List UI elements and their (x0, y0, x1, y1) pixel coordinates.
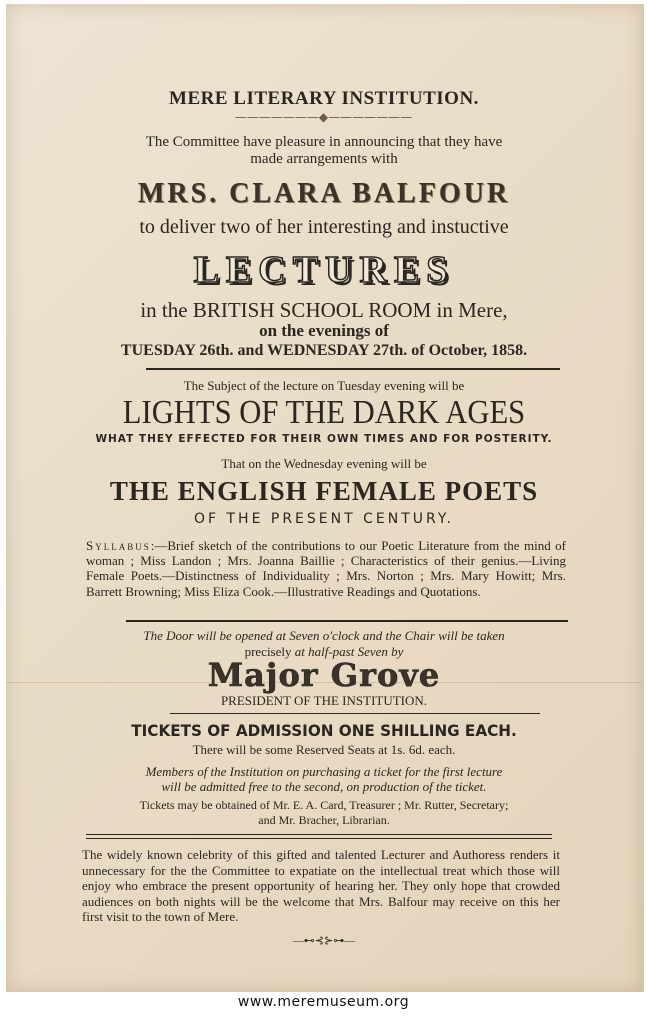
lecture2-title: THE ENGLISH FEMALE POETS (109, 476, 539, 506)
dates-line: TUESDAY 26th. and WEDNESDAY 27th. of October, 1858. (120, 342, 528, 359)
lectures-heading: LECTURES (193, 249, 455, 291)
rule-before-tickets (170, 713, 540, 714)
footer-website[interactable]: www.meremuseum.org (237, 994, 410, 1010)
rule-after-dates (146, 368, 560, 370)
tuesday-subject-intro: The Subject of the lecture on Tuesday evening will be (183, 378, 465, 393)
chairman-name: Major Grove (207, 656, 441, 694)
door-line-2b: at half-past Seven by (294, 644, 404, 659)
tickets-heading: TICKETS OF ADMISSION ONE SHILLING EACH. (131, 721, 517, 740)
deliver-line: to deliver two of her interesting and instuctive (139, 216, 509, 238)
closing-ornament: —⊷⊰⊱⊶— (292, 935, 356, 947)
members-line-1: Members of the Institution on purchasing a ticket for the first lecture (145, 764, 503, 779)
lecture2-subtitle: OF THE PRESENT CENTURY. (193, 511, 454, 527)
syllabus-paragraph (86, 538, 566, 599)
syllabus-label: Syllabus (86, 538, 151, 553)
lecturer-name: MRS. CLARA BALFOUR (137, 178, 511, 209)
venue-line: in the BRITISH SCHOOL ROOM in Mere, (140, 298, 508, 322)
rule-after-syllabus (126, 620, 568, 622)
lecture1-subtitle: WHAT THEY EFFECTED FOR THEIR OWN TIMES AND FOR POSTERITY. (95, 433, 553, 445)
institution-title: MERE LITERARY INSTITUTION. (169, 88, 479, 109)
obtain-line-1: Tickets may be obtained of Mr. E. A. Card, Treasurer ; Mr. Rutter, Secretary; (139, 798, 509, 812)
syllabus-text: :—Brief sketch of the contributions to our Poetic Literature from the mind of woman ; Miss Landon ; Mrs. Joanna Baillie ; Characteristics of their genius.—Living Female Poets.—Distinctness of Individuality ; Mrs. Norton ; Mrs. Mary Howitt; Mrs. Barrett Browning; Miss Eliza Cook.—Illustrative Readings and Quotations. (86, 538, 566, 599)
double-rule-top (86, 834, 552, 835)
obtain-line-2: and Mr. Bracher, Librarian. (258, 813, 390, 827)
ornament-divider: ———————◆——————— (234, 110, 413, 124)
lecture1-title: LIGHTS OF THE DARK AGES (122, 394, 526, 431)
intro-line-1: The Committee have pleasure in announcing that they have (145, 134, 503, 150)
reserved-seats: There will be some Reserved Seats at 1s. 6d. each. (192, 742, 456, 757)
double-rule-bottom (86, 838, 552, 839)
members-line-2: will be admitted free to the second, on production of the ticket. (161, 779, 487, 794)
door-line-1: The Door will be opened at Seven o'clock and the Chair will be taken (143, 628, 505, 643)
wednesday-subject-intro: That on the Wednesday evening will be (221, 456, 427, 471)
evenings-line: on the evenings of (259, 321, 389, 340)
door-line-2a: precisely (244, 644, 292, 659)
intro-line-2: made arrangements with (250, 151, 398, 167)
chairman-role: PRESIDENT OF THE INSTITUTION. (220, 693, 428, 708)
closing-paragraph: The widely known celebrity of this gifted and talented Lecturer and Authoress renders it unnecessary for the the Committee to expatiate on the intellectual treat which those will enjoy who embrace the present opportunity of hearing her. They only hope that crowded audiences on both nights will be the welcome that Mrs. Balfour may receive on this her first visit to the town of Mere. (82, 847, 560, 924)
